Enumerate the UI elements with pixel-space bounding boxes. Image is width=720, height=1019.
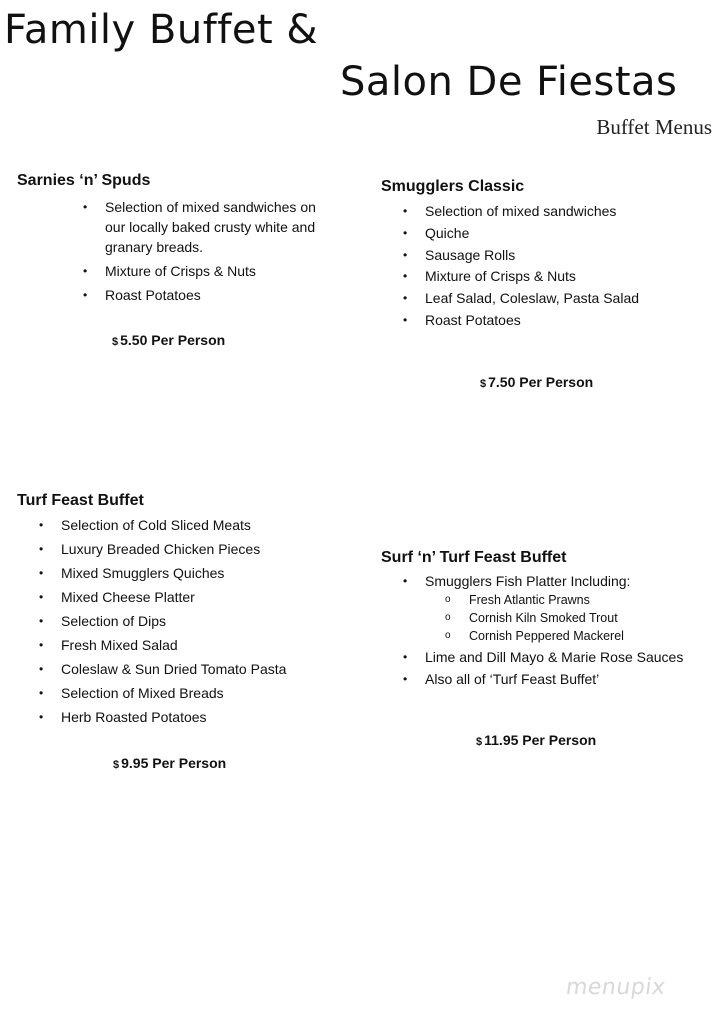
currency-symbol: $ [476,736,483,748]
list-item-text: Coleslaw & Sun Dried Tomato Pasta [61,661,287,677]
sub-list-item [425,609,695,627]
bullet-icon: • [403,269,408,284]
list-item [39,659,361,679]
menu-title: Smugglers Classic [381,178,525,195]
list-item-text: Selection of mixed sandwiches on our locally baked crusty white and granary breads. [105,199,316,255]
menu-surf-n-turf-feast-buffet [381,548,695,691]
circle-bullet-icon: o [445,594,451,605]
bullet-icon: • [39,566,44,580]
menu-turf-feast-buffet [17,491,361,731]
list-item [83,261,337,281]
bullet-icon: • [403,291,408,306]
page-subtitle: Buffet Menus [596,115,712,139]
menu-item-list [403,571,695,689]
list-item-text: Mixed Cheese Platter [61,589,195,605]
list-item-text: Luxury Breaded Chicken Pieces [61,541,261,557]
list-item-text: Selection of mixed sandwiches [425,203,617,219]
list-item [403,266,715,286]
bullet-icon: • [403,672,408,686]
list-item [39,611,361,631]
bullet-icon: • [83,288,88,302]
page-title-line1: Family Buffet & [4,7,319,53]
list-item-text: Herb Roasted Potatoes [61,709,207,725]
bullet-icon: • [39,518,44,532]
menu-item-list [83,197,337,305]
circle-bullet-icon: o [445,630,451,641]
menu-sarnies-n-spuds [17,171,337,309]
price-text: 7.50 Per Person [488,374,594,390]
menu-item-list [403,201,715,330]
list-item-text: Selection of Dips [61,613,167,629]
currency-symbol: $ [480,378,487,390]
bullet-icon: • [83,264,88,278]
list-item-text: Fresh Mixed Salad [61,637,178,653]
sub-list-item [425,591,695,609]
price-text: 5.50 Per Person [120,332,226,348]
list-item [403,310,715,330]
list-item [39,515,361,535]
bullet-icon: • [39,710,44,724]
bullet-icon: • [39,614,44,628]
page-title-line2: Salon De Fiestas [340,59,678,105]
menu-price [113,754,226,774]
list-item [403,669,695,689]
sub-list-item-text: Fresh Atlantic Prawns [469,593,590,607]
list-item-text: Also all of ‘Turf Feast Buffet’ [425,671,600,687]
bullet-icon: • [39,590,44,604]
watermark: menupix [564,975,668,1000]
bullet-icon: • [403,225,408,240]
menu-price [112,331,225,351]
bullet-icon: • [403,312,408,327]
bullet-icon: • [403,574,408,588]
sub-list-item-text: Cornish Peppered Mackerel [469,629,624,643]
bullet-icon: • [39,638,44,652]
list-item [83,197,337,257]
menu-title: Surf ‘n’ Turf Feast Buffet [381,549,567,566]
list-item-text: Selection of Mixed Breads [61,685,224,701]
list-item-text: Mixed Smugglers Quiches [61,565,225,581]
list-item [403,647,695,667]
menu-price [476,731,596,751]
list-item [39,635,361,655]
circle-bullet-icon: o [445,612,451,623]
bullet-icon: • [83,200,88,214]
bullet-icon: • [403,204,408,218]
list-item [39,683,361,703]
list-item [403,245,715,265]
sub-list-item-text: Cornish Kiln Smoked Trout [469,611,618,625]
list-item-text: Sausage Rolls [425,246,516,263]
bullet-icon: • [39,542,44,556]
list-item-text: Quiche [425,224,470,241]
sub-list-item [425,627,695,645]
list-item [403,571,695,645]
bullet-icon: • [39,686,44,700]
sub-item-list [425,591,695,645]
bullet-icon: • [403,650,408,664]
list-item-text: Roast Potatoes [105,287,201,303]
currency-symbol: $ [113,759,120,771]
menu-title: Sarnies ‘n’ Spuds [17,172,151,189]
menu-smugglers-classic [381,177,715,332]
currency-symbol: $ [112,336,119,348]
list-item [403,201,715,221]
list-item-text: Leaf Salad, Coleslaw, Pasta Salad [425,290,640,307]
price-text: 9.95 Per Person [121,755,227,771]
list-item [39,707,361,727]
menu-title: Turf Feast Buffet [17,492,144,509]
bullet-icon: • [39,662,44,676]
list-item [83,285,337,305]
list-item [39,563,361,583]
list-item-text: Mixture of Crisps & Nuts [425,268,576,285]
list-item [403,288,715,308]
bullet-icon: • [403,247,408,262]
menu-price [480,373,593,393]
list-item [39,539,361,559]
list-item-text: Roast Potatoes [425,311,521,328]
list-item-text: Smugglers Fish Platter Including: [425,573,631,589]
list-item-text: Lime and Dill Mayo & Marie Rose Sauces [425,649,684,665]
price-text: 11.95 Per Person [484,732,597,748]
list-item-text: Selection of Cold Sliced Meats [61,517,251,533]
list-item [403,223,715,243]
list-item [39,587,361,607]
list-item-text: Mixture of Crisps & Nuts [105,263,256,279]
menu-item-list [39,515,361,727]
